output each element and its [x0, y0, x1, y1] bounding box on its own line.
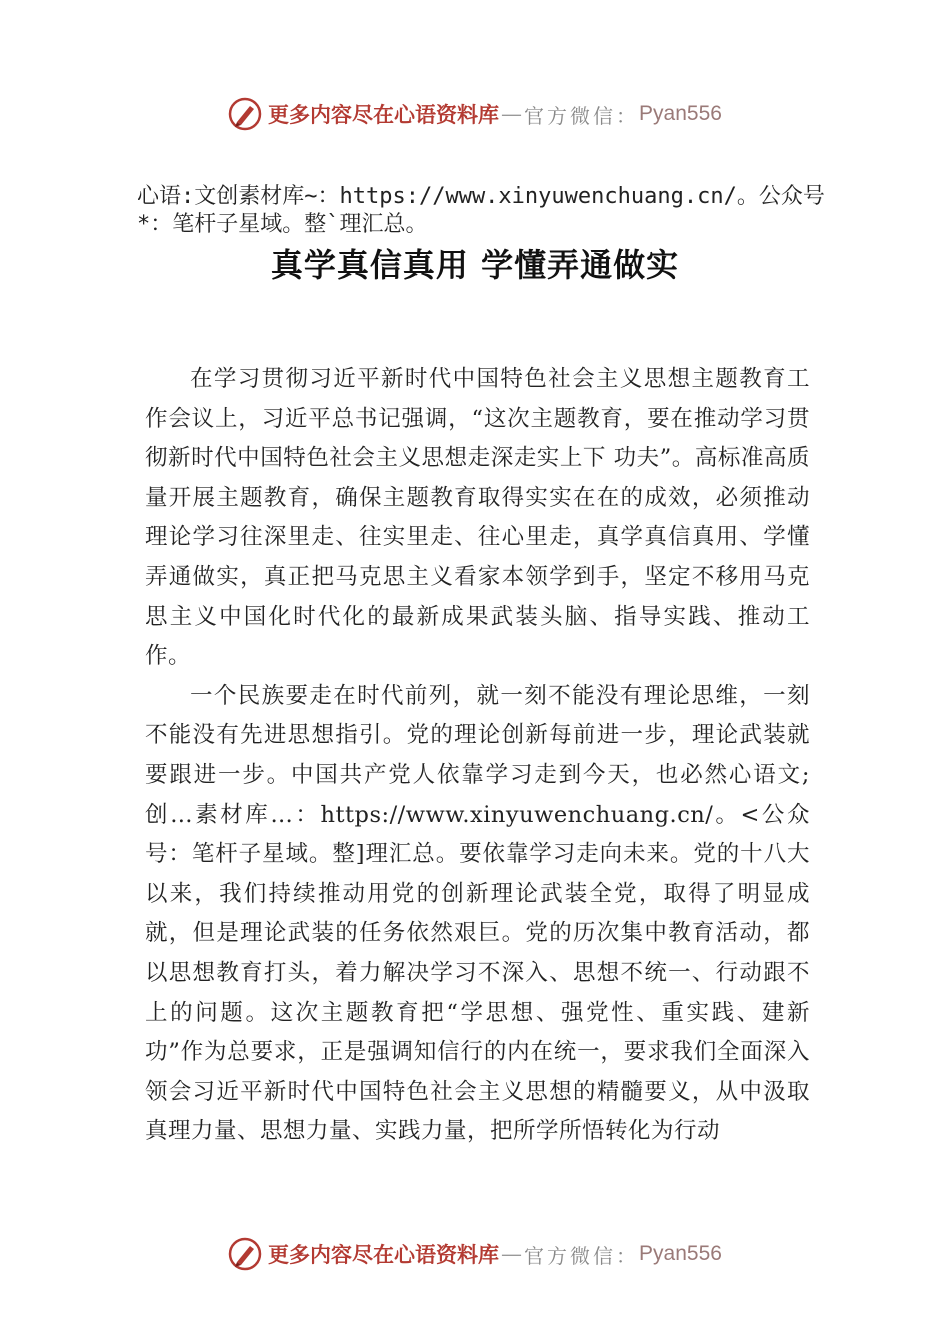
banner-dash: — — [501, 1242, 523, 1266]
banner-brand-text: 更多内容尽在心语资料库 — [268, 102, 500, 127]
paragraph: 在学习贯彻习近平新时代中国特色社会主义思想主题教育工作会议上，习近平总书记强调，“这次主题教育，要在推动学习贯彻新时代中国特色社会主义思想走深走实上下 功夫”。高标准高质量开展主题教育，确保主题教育取得实实在在的成效，必须推动理论学习往深里走、往实里走、往心里走，真学真信真用、学懂弄通做实，真正把马克思主义看家本领学到手，坚定不移用马克思主义中国化时代化的最新成果武装头脑、指导实践、推动工作。 — [145, 366, 810, 670]
pen-logo-icon — [228, 97, 262, 131]
banner-wechat-id: Pyan556 — [639, 102, 722, 125]
document-title: 真学真信真用 学懂弄通做实 — [270, 246, 680, 284]
source-note: 心语:文创素材库~：https://www.xinyuwenchuang.cn/。公众号*：笔杆子星域。整`理汇总。 — [137, 184, 825, 237]
banner-dash: — — [501, 102, 523, 126]
banner-brand-text: 更多内容尽在心语资料库 — [268, 1242, 500, 1267]
paragraph: 一个民族要走在时代前列，就一刻不能没有理论思维，一刻不能没有先进思想指引。党的理论创新每前进一步，理论武装就要跟进一步。中国共产党人依靠学习走到今天，也必然心语文;创…素材库…：https://www.xinyuwenchuang.cn/。<公众号：笔杆子星域。整]理汇总。要依靠学习走向未来。党的十八大以来，我们持续推动用党的创新理论武装全党，取得了明显成就，但是理论武装的任务依然艰巨。党的历次集中教育活动，都以思想教育打头，着力解决学习不深入、思想不统一、行动跟不上的问题。这次主题教育把“学思想、强党性、重实践、建新功”作为总要求，正是强调知信行的内在统一，要求我们全面深入领会习近平新时代中国特色社会主义思想的精髓要义，从中汲取真理力量、思想力量、实践力量，把所学所悟转化为行动 — [145, 682, 810, 1145]
banner-wechat-id: Pyan556 — [639, 1242, 722, 1265]
banner-wechat-label: 官方微信： — [524, 103, 640, 128]
header-banner — [0, 94, 950, 134]
document-body — [145, 360, 810, 1152]
banner-wechat-label: 官方微信： — [524, 1243, 640, 1268]
pen-logo-icon — [228, 1237, 262, 1271]
footer-banner — [0, 1234, 950, 1274]
